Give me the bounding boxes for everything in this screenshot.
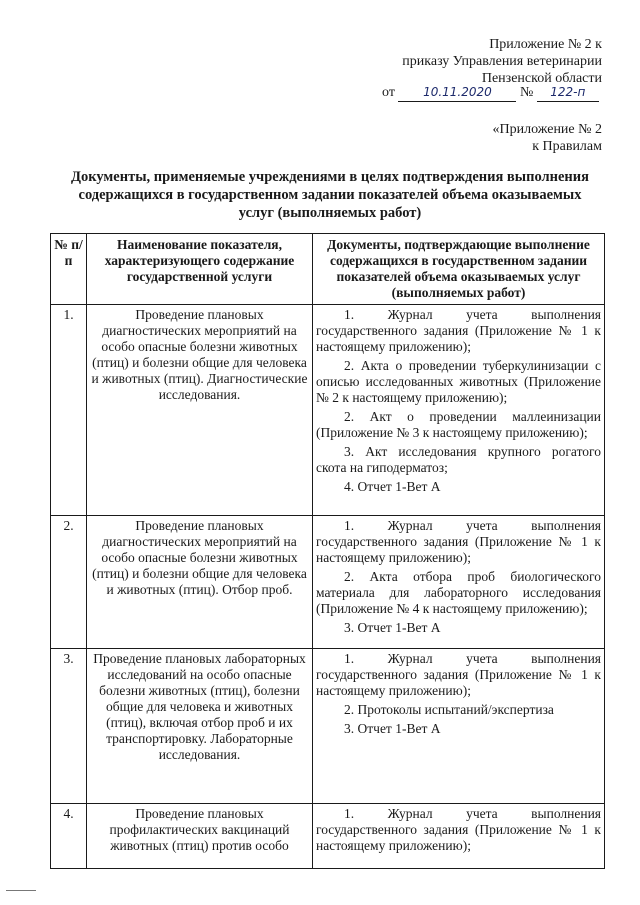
document-item: 2. Акта отбора проб биологического материала для лабораторного исследования (Приложение № 4 к настоящему приложению); — [316, 569, 601, 616]
document-title: Документы, применяемые учреждениями в целях подтверждения выполнения содержащихся в государственном задании показателей объема оказываемых услуг (выполняемых работ) — [71, 169, 589, 221]
col-header-documents: Документы, подтверждающие выполнение содержащихся в государственном задании показателей объема оказываемых услуг (выполняемых работ) — [313, 234, 605, 305]
documents-cell — [313, 516, 605, 649]
row-number: 2. — [51, 516, 87, 649]
document-item: 1. Журнал учета выполнения государственного задания (Приложение № 1 к настоящему приложению); — [316, 651, 601, 698]
col-header-number: № п/п — [51, 234, 87, 305]
table-row — [51, 804, 605, 869]
document-item: 2. Протоколы испытаний/экспертиза — [344, 702, 554, 717]
date-prefix: от — [382, 85, 395, 100]
footnote-divider — [6, 890, 36, 891]
table-header-row — [51, 234, 605, 305]
appendix-ref-line-2: к Правилам — [532, 139, 602, 154]
document-item: 3. Акт исследования крупного рогатого скота на гиподерматоз; — [316, 444, 601, 475]
documents-table — [50, 233, 605, 869]
document-item: 2. Акта о проведении туберкулинизации с описью исследованных животных (Приложение № 2 к настоящему приложению); — [316, 358, 601, 405]
header-line-2: приказу Управления ветеринарии — [402, 54, 602, 69]
number-label: № — [519, 85, 534, 100]
documents-cell — [313, 305, 605, 516]
table-row — [51, 305, 605, 516]
document-item: 3. Отчет 1-Вет А — [344, 620, 441, 635]
indicator-name: Проведение плановых лабораторных исследований на особо опасные болезни животных (птиц), болезни общие для человека и животных (птиц), включая отбор проб и их транспортировку. Лабораторные исследования. — [87, 649, 313, 804]
indicator-name: Проведение плановых диагностических мероприятий на особо опасные болезни животных (птиц) и болезни общие для человека и животных (птиц). Диагностические исследования. — [87, 305, 313, 516]
header-block — [402, 36, 602, 87]
handwritten-date: 10.11.2020 — [398, 84, 516, 102]
header-line-1: Приложение № 2 к — [489, 37, 602, 52]
appendix-ref-block — [493, 121, 603, 155]
documents-cell — [313, 649, 605, 804]
document-item: 2. Акт о проведении маллеинизации (Приложение № 3 к настоящему приложению); — [316, 409, 601, 440]
indicator-name: Проведение плановых диагностических мероприятий на особо опасные болезни животных (птиц) и болезни общие для человека и животных (птиц). Отбор проб. — [87, 516, 313, 649]
documents-cell — [313, 804, 605, 869]
col-header-indicator: Наименование показателя, характеризующего содержание государственной услуги — [87, 234, 313, 305]
document-item: 4. Отчет 1-Вет А — [344, 479, 441, 494]
document-item: 1. Журнал учета выполнения государственного задания (Приложение № 1 к настоящему приложению); — [316, 307, 601, 354]
indicator-name: Проведение плановых профилактических вакцинаций животных (птиц) против особо — [87, 804, 313, 869]
row-number: 1. — [51, 305, 87, 516]
table-row — [51, 649, 605, 804]
document-item: 3. Отчет 1-Вет А — [344, 721, 441, 736]
row-number: 4. — [51, 804, 87, 869]
handwritten-number: 122-п — [537, 84, 599, 102]
header-line-3: Пензенской области — [481, 71, 602, 86]
document-item: 1. Журнал учета выполнения государственного задания (Приложение № 1 к настоящему приложению); — [316, 518, 601, 565]
order-date-line — [382, 84, 599, 102]
table-row — [51, 516, 605, 649]
appendix-ref-line-1: «Приложение № 2 — [492, 122, 602, 137]
document-item: 1. Журнал учета выполнения государственного задания (Приложение № 1 к настоящему приложению); — [316, 806, 601, 853]
row-number: 3. — [51, 649, 87, 804]
